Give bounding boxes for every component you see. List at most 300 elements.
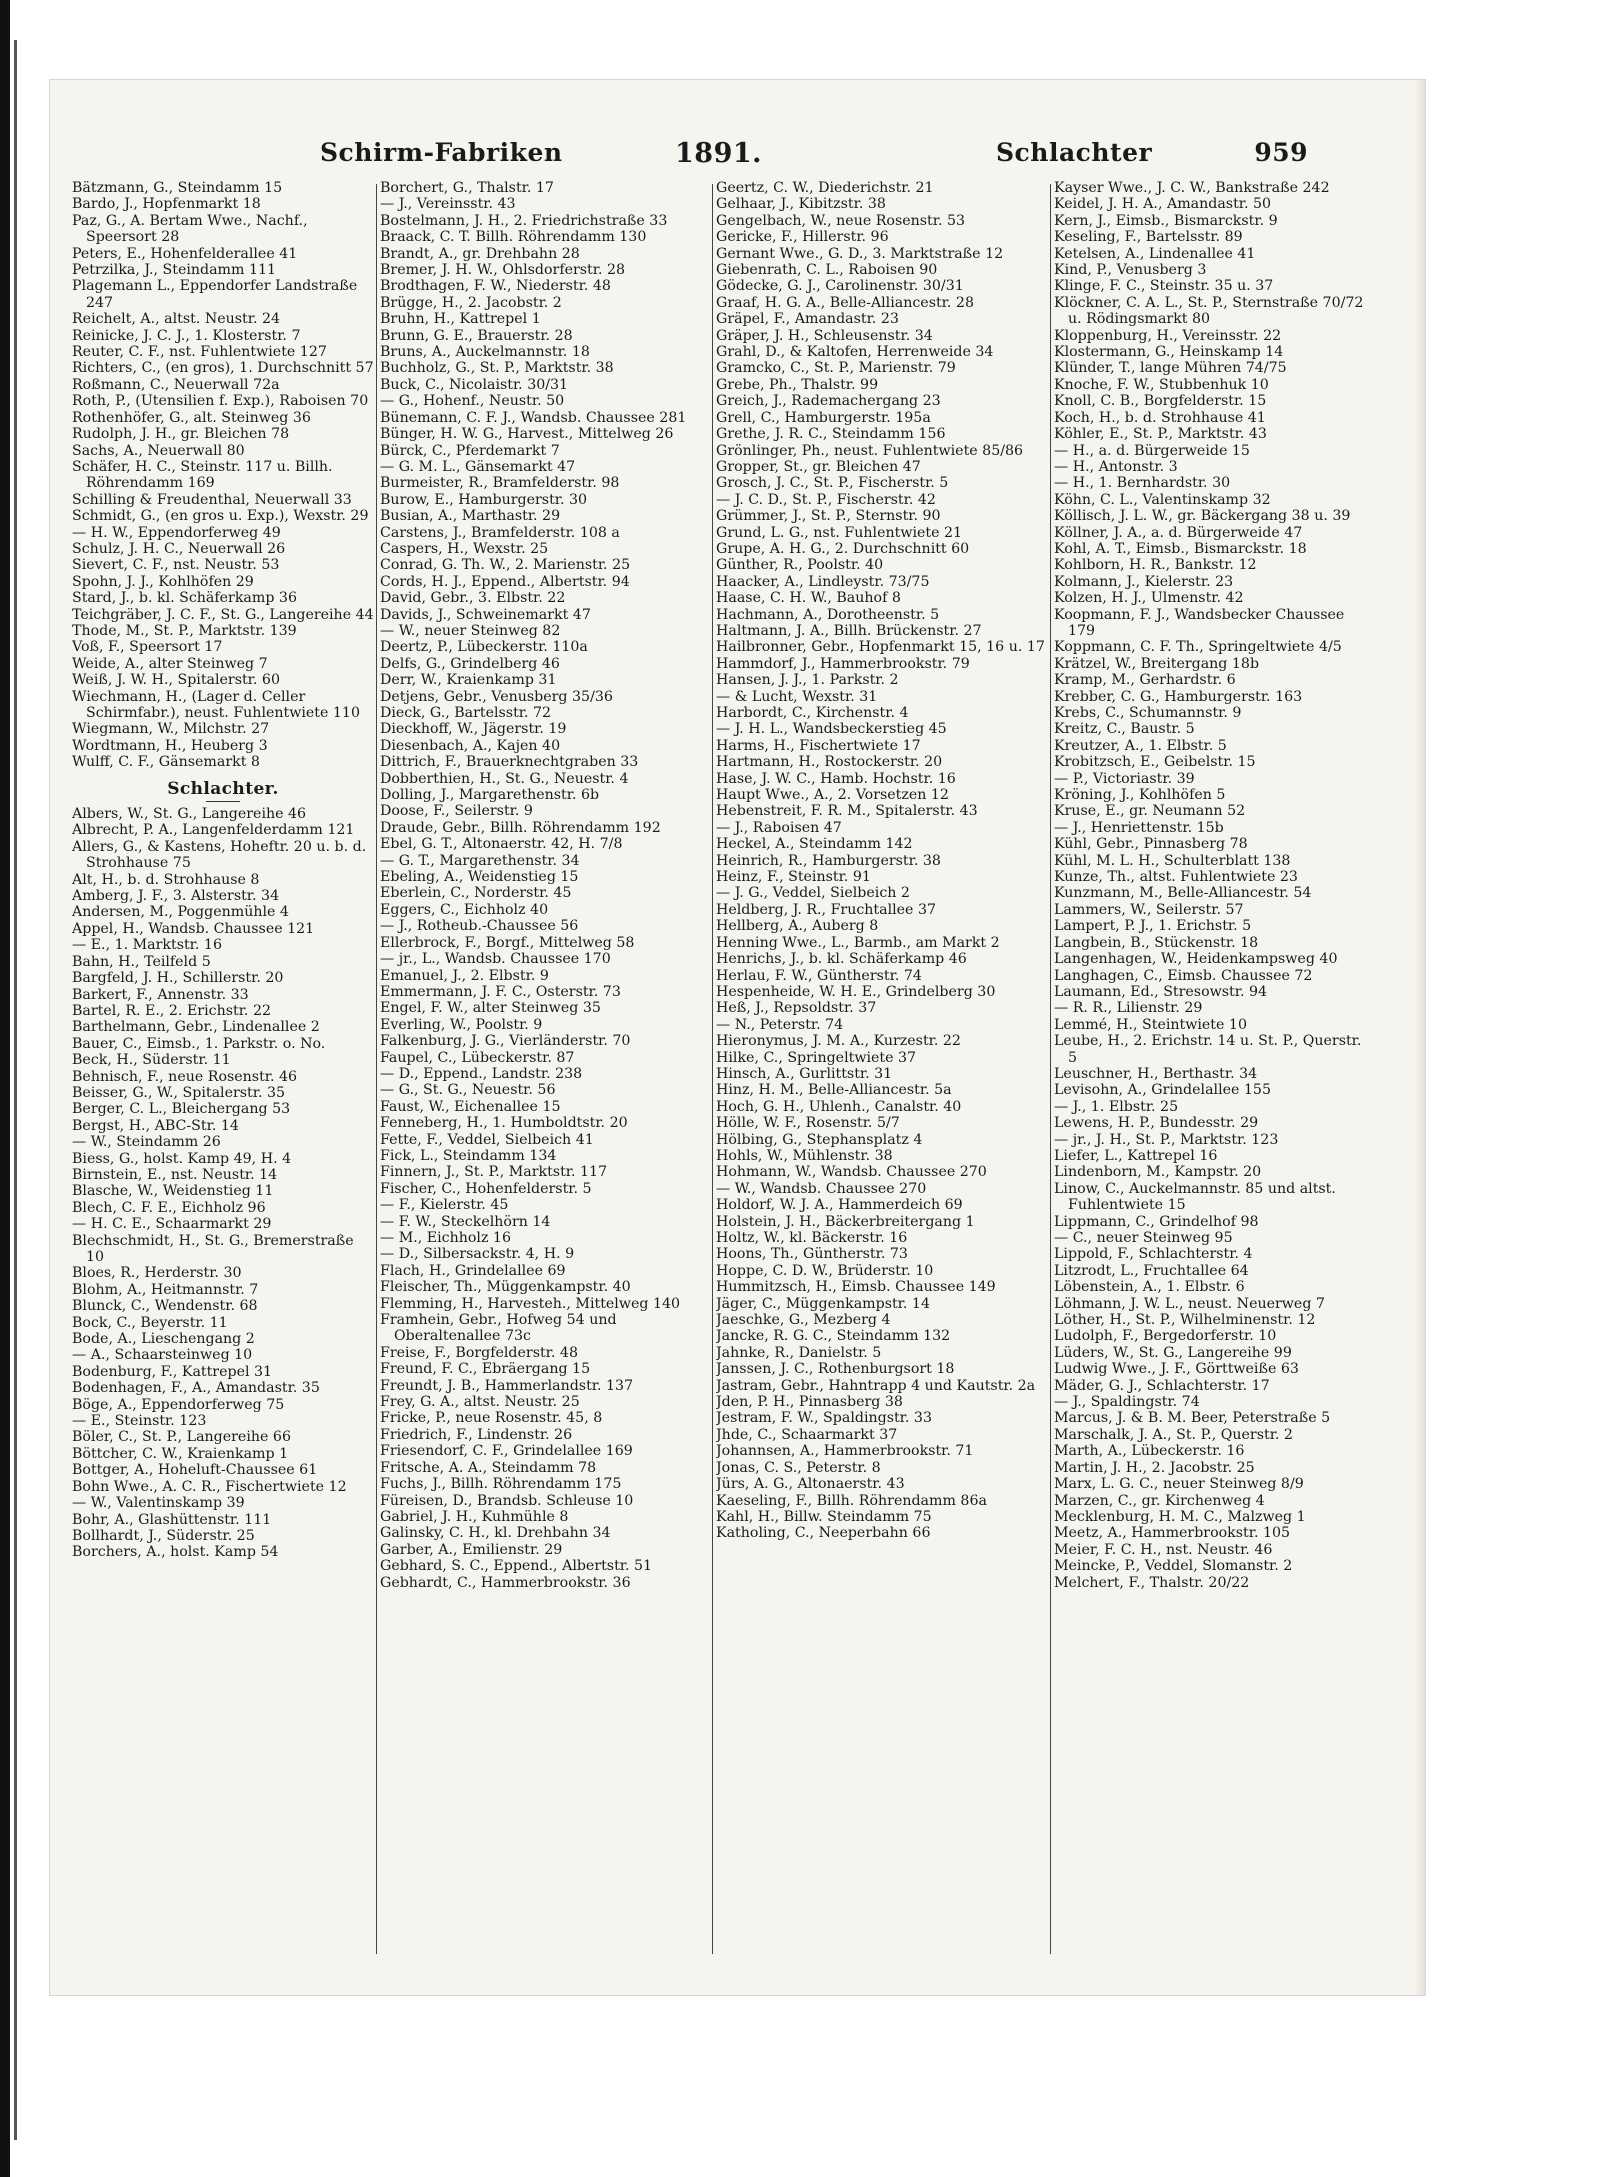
directory-entry: Weide, A., alter Steinweg 7 — [72, 655, 268, 672]
directory-entry: Blechschmidt, H., St. G., Bremerstraße 10 — [72, 1232, 354, 1265]
directory-entry: Fischer, C., Hohenfelderstr. 5 — [380, 1180, 592, 1197]
directory-entry: Diesenbach, A., Kajen 40 — [380, 737, 561, 754]
directory-entry: Blohm, A., Heitmannstr. 7 — [72, 1281, 259, 1298]
directory-entry: Rothenhöfer, G., alt. Steinweg 36 — [72, 409, 311, 426]
directory-entry: Ellerbrock, F., Borgf., Mittelweg 58 — [380, 934, 635, 951]
directory-entry: Emanuel, J., 2. Elbstr. 9 — [380, 967, 549, 984]
directory-entry: Roth, P., (Utensilien f. Exp.), Raboisen 70 — [72, 393, 369, 410]
header-year: 1891. — [675, 138, 763, 169]
directory-entry: — jr., J. H., St. P., Marktstr. 123 — [1054, 1131, 1279, 1148]
directory-entry: Holdorf, W. J. A., Hammerdeich 69 — [716, 1197, 963, 1214]
directory-entry: Krobitzsch, E., Geibelstr. 15 — [1054, 754, 1256, 771]
directory-entry: Lewens, H. P., Bundesstr. 29 — [1054, 1115, 1259, 1132]
directory-entry: Reinicke, J. C. J., 1. Klosterstr. 7 — [72, 327, 301, 344]
directory-entry: Lemmé, H., Steintwiete 10 — [1054, 1016, 1247, 1033]
directory-entry: Klinge, F. C., Steinstr. 35 u. 37 — [1054, 278, 1274, 295]
directory-entry: Böttcher, C. W., Kraienkamp 1 — [72, 1445, 289, 1462]
directory-entry: Knoll, C. B., Borgfelderstr. 15 — [1054, 393, 1267, 410]
directory-entry: Kreutzer, A., 1. Elbstr. 5 — [1054, 737, 1227, 754]
directory-entry: Everling, W., Poolstr. 9 — [380, 1016, 543, 1033]
directory-entry: Haase, C. H. W., Bauhof 8 — [716, 590, 901, 607]
directory-entry: Bohn Wwe., A. C. R., Fischertwiete 12 — [72, 1478, 347, 1495]
directory-entry: Grönlinger, Ph., neust. Fuhlentwiete 85/86 — [716, 442, 1024, 459]
directory-entry: — H., 1. Bernhardstr. 30 — [1054, 475, 1231, 492]
directory-entry: Ebeling, A., Weidenstieg 15 — [380, 869, 579, 886]
directory-entry: Hachmann, A., Dorotheenstr. 5 — [716, 606, 940, 623]
directory-entry: Bartel, R. E., 2. Erichstr. 22 — [72, 1002, 271, 1019]
directory-entry: Behnisch, F., neue Rosenstr. 46 — [72, 1068, 298, 1085]
section-heading-schlachter: Schlachter. — [167, 778, 279, 799]
directory-entry: Paz, G., A. Bertam Wwe., Nachf., Speersort 28 — [72, 212, 308, 246]
directory-entry: Haacker, A., Lindleystr. 73/75 — [716, 573, 930, 590]
directory-entry: Köllisch, J. L. W., gr. Bäckergang 38 u. 39 — [1054, 508, 1351, 525]
directory-entry: Klostermann, G., Heinskamp 14 — [1054, 344, 1284, 361]
directory-entry: Kühl, Gebr., Pinnasberg 78 — [1054, 836, 1248, 853]
directory-entry: Beck, H., Süderstr. 11 — [72, 1052, 231, 1069]
column-2-list — [380, 180, 710, 1591]
directory-entry: Kruse, E., gr. Neumann 52 — [1054, 803, 1246, 820]
directory-entry: — G. T., Margarethenstr. 34 — [380, 852, 580, 869]
directory-entry: Engel, F. W., alter Steinweg 35 — [380, 1000, 601, 1017]
directory-entry: Herlau, F. W., Güntherstr. 74 — [716, 967, 922, 984]
directory-entry: Bürck, C., Pferdemarkt 7 — [380, 442, 560, 459]
directory-entry: — G., St. G., Neuestr. 56 — [380, 1082, 556, 1099]
directory-entry: — W., Valentinskamp 39 — [72, 1495, 245, 1512]
directory-entry: Teichgräber, J. C. F., St. G., Langereihe 44 — [72, 606, 374, 623]
directory-entry: Detjens, Gebr., Venusberg 35/36 — [380, 688, 613, 705]
directory-entry: Appel, H., Wandsb. Chaussee 121 — [72, 920, 315, 937]
directory-entry: Dobberthien, H., St. G., Neuestr. 4 — [380, 770, 629, 787]
directory-entry: Holtz, W., kl. Bäckerstr. 16 — [716, 1230, 908, 1246]
scan-edge — [0, 0, 10, 2177]
directory-entry: Blunck, C., Wendenstr. 68 — [72, 1298, 258, 1315]
directory-entry: Wordtmann, H., Heuberg 3 — [72, 737, 268, 754]
directory-entry: Delfs, G., Grindelberg 46 — [380, 655, 560, 672]
directory-entry: Mäder, G. J., Schlachterstr. 17 — [1054, 1377, 1270, 1394]
directory-entry: Grahl, D., & Kaltofen, Herrenweide 34 — [716, 344, 994, 361]
directory-entry: Langhagen, C., Eimsb. Chaussee 72 — [1054, 967, 1313, 984]
directory-entry: Brandt, A., gr. Drehbahn 28 — [380, 245, 580, 262]
directory-entry: Andersen, M., Poggenmühle 4 — [72, 904, 289, 921]
directory-entry: Böler, C., St. P., Langereihe 66 — [72, 1429, 291, 1446]
directory-entry: Petrzilka, J., Steindamm 111 — [72, 262, 277, 279]
directory-entry: Jancke, R. G. C., Steindamm 132 — [716, 1328, 951, 1345]
directory-entry: — J., Rotheub.-Chaussee 56 — [380, 918, 579, 935]
directory-entry: Burmeister, R., Bramfelderstr. 98 — [380, 475, 620, 492]
directory-entry: Hase, J. W. C., Hamb. Hochstr. 16 — [716, 770, 956, 787]
directory-entry: Hilke, C., Springeltwiete 37 — [716, 1049, 917, 1066]
directory-entry: Bauer, C., Eimsb., 1. Parkstr. o. No. — [72, 1035, 326, 1052]
directory-entry: Köhler, E., St. P., Marktstr. 43 — [1054, 426, 1267, 443]
directory-entry: Koopmann, F. J., Wandsbecker Chaussee 179 — [1054, 606, 1345, 639]
directory-entry: Bätzmann, G., Steindamm 15 — [72, 180, 283, 196]
directory-entry: Köllner, J. A., a. d. Bürgerweide 47 — [1054, 524, 1303, 541]
directory-entry: Kröning, J., Kohlhöfen 5 — [1054, 787, 1226, 804]
directory-entry: Löhmann, J. W. L., neust. Neuerweg 7 — [1054, 1295, 1325, 1312]
directory-entry: Katholing, C., Neeperbahn 66 — [716, 1525, 931, 1542]
directory-entry: Bode, A., Lieschengang 2 — [72, 1331, 255, 1348]
directory-entry: Gebhardt, C., Hammerbrookstr. 36 — [380, 1574, 631, 1591]
directory-entry: Litzrodt, L., Fruchtallee 64 — [1054, 1262, 1249, 1279]
directory-entry: Bruns, A., Auckelmannstr. 18 — [380, 344, 590, 361]
scan-edge-line — [14, 40, 17, 2140]
directory-entry: Kahl, H., Billw. Steindamm 75 — [716, 1508, 932, 1525]
directory-entry: Lippmann, C., Grindelhof 98 — [1054, 1213, 1259, 1230]
directory-entry: Borchers, A., holst. Kamp 54 — [72, 1544, 279, 1561]
directory-entry: Bostelmann, J. H., 2. Friedrichstraße 33 — [380, 212, 668, 229]
directory-entry: — J., Henriettenstr. 15b — [1054, 819, 1224, 836]
directory-entry: Mecklenburg, H. M. C., Malzweg 1 — [1054, 1508, 1306, 1525]
directory-entry: Bollhardt, J., Süderstr. 25 — [72, 1527, 255, 1544]
directory-entry: Sachs, A., Neuerwall 80 — [72, 442, 245, 459]
directory-entry: Bohr, A., Glashüttenstr. 111 — [72, 1511, 272, 1528]
directory-entry: Heinrich, R., Hamburgerstr. 38 — [716, 852, 941, 869]
directory-entry: — C., neuer Steinweg 95 — [1054, 1230, 1233, 1246]
directory-entry: Krebber, C. G., Hamburgerstr. 163 — [1054, 688, 1303, 705]
directory-entry: Johannsen, A., Hammerbrookstr. 71 — [716, 1443, 974, 1460]
directory-entry: Giebenrath, C. L., Raboisen 90 — [716, 262, 938, 279]
directory-entry: Barthelmann, Gebr., Lindenallee 2 — [72, 1019, 320, 1036]
directory-entry: Keidel, J. H. A., Amandastr. 50 — [1054, 196, 1272, 213]
directory-entry: Leuschner, H., Berthastr. 34 — [1054, 1065, 1258, 1082]
directory-entry: Kunze, Th., altst. Fuhlentwiete 23 — [1054, 869, 1298, 886]
directory-entry: Friesendorf, C. F., Grindelallee 169 — [380, 1443, 633, 1460]
directory-entry: Draude, Gebr., Billh. Röhrendamm 192 — [380, 819, 661, 836]
directory-entry: — D., Silbersackstr. 4, H. 9 — [380, 1246, 575, 1263]
page-header — [62, 138, 1413, 176]
directory-entry: Birnstein, E., nst. Neustr. 14 — [72, 1166, 278, 1183]
directory-entry: Framhein, Gebr., Hofweg 54 und Oberaltenallee 73c — [380, 1312, 617, 1345]
directory-entry: Bergst, H., ABC-Str. 14 — [72, 1117, 239, 1134]
directory-entry: Emmermann, J. F. C., Osterstr. 73 — [380, 983, 621, 1000]
document-page — [50, 80, 1425, 1995]
directory-entry: Gericke, F., Hillerstr. 96 — [716, 229, 889, 246]
directory-entry: Burow, E., Hamburgerstr. 30 — [380, 491, 588, 508]
directory-entry: Dieck, G., Bartelsstr. 72 — [380, 705, 552, 721]
directory-entry: Linow, C., Auckelmannstr. 85 und altst. Fuhlentwiete 15 — [1054, 1180, 1336, 1214]
column-4-list — [1054, 180, 1372, 1591]
column-2 — [380, 180, 710, 1970]
directory-entry: Kind, P., Venusberg 3 — [1054, 262, 1207, 279]
directory-entry: Gelhaar, J., Kibitzstr. 38 — [716, 196, 886, 213]
directory-entry: Hellberg, A., Auberg 8 — [716, 918, 879, 935]
directory-entry: Grebe, Ph., Thalstr. 99 — [716, 376, 879, 393]
directory-entry: Flemming, H., Harvesteh., Mittelweg 140 — [380, 1295, 681, 1312]
directory-entry: Freundt, J. B., Hammerlandstr. 137 — [380, 1377, 634, 1394]
directory-entry: Freise, F., Borgfelderstr. 48 — [380, 1344, 578, 1361]
directory-entry: Kern, J., Eimsb., Bismarckstr. 9 — [1054, 212, 1278, 229]
directory-columns — [72, 180, 1372, 1970]
directory-entry: — J., Raboisen 47 — [716, 819, 842, 836]
directory-entry: Gräper, J. H., Schleusenstr. 34 — [716, 327, 933, 344]
page-fold — [1415, 80, 1425, 1995]
directory-entry: — E., Steinstr. 123 — [72, 1413, 207, 1430]
directory-entry: Lammers, W., Seilerstr. 57 — [1054, 901, 1244, 918]
header-left-title: Schirm-Fabriken — [320, 138, 563, 167]
directory-entry: Kayser Wwe., J. C. W., Bankstraße 242 — [1054, 180, 1330, 196]
directory-entry: Richters, C., (en gros), 1. Durchschnitt 57 — [72, 360, 374, 377]
directory-entry: Fricke, P., neue Rosenstr. 45, 8 — [380, 1410, 603, 1427]
directory-entry: — J., Spaldingstr. 74 — [1054, 1394, 1200, 1411]
directory-entry: Grosch, J. C., St. P., Fischerstr. 5 — [716, 475, 949, 492]
directory-entry: Hailbronner, Gebr., Hopfenmarkt 15, 16 u. 17 — [716, 639, 1045, 656]
directory-entry: Hartmann, H., Rostockerstr. 20 — [716, 754, 943, 771]
directory-entry: Fleischer, Th., Müggenkampstr. 40 — [380, 1279, 631, 1296]
directory-entry: Eggers, C., Eichholz 40 — [380, 901, 549, 918]
directory-entry: — J. C. D., St. P., Fischerstr. 42 — [716, 491, 936, 508]
directory-entry: Allers, G., & Kastens, Hoheftr. 20 u. b. d. Strohhause 75 — [72, 838, 367, 872]
directory-entry: Kloppenburg, H., Vereinsstr. 22 — [1054, 327, 1282, 344]
directory-entry: Bargfeld, J. H., Schillerstr. 20 — [72, 970, 284, 987]
directory-entry: — G., Hohenf., Neustr. 50 — [380, 393, 565, 410]
directory-entry: Kolzen, H. J., Ulmenstr. 42 — [1054, 590, 1244, 607]
directory-entry: Grund, L. G., nst. Fuhlentwiete 21 — [716, 524, 963, 541]
column-1-top-list — [72, 180, 374, 771]
directory-entry: Fick, L., Steindamm 134 — [380, 1147, 557, 1164]
directory-entry: Frey, G. A., altst. Neustr. 25 — [380, 1394, 580, 1411]
directory-entry: Bodenburg, F., Kattrepel 31 — [72, 1363, 273, 1380]
directory-entry: Brügge, H., 2. Jacobstr. 2 — [380, 294, 562, 311]
directory-entry: — J. H. L., Wandsbeckerstieg 45 — [716, 721, 947, 738]
directory-entry: Faust, W., Eichenallee 15 — [380, 1098, 561, 1115]
directory-entry: Roßmann, C., Neuerwall 72a — [72, 376, 280, 393]
directory-entry: Buchholz, G., St. P., Marktstr. 38 — [380, 360, 614, 377]
directory-entry: Henrichs, J., b. kl. Schäferkamp 46 — [716, 951, 967, 968]
directory-entry: Schäfer, H. C., Steinstr. 117 u. Billh. Röhrendamm 169 — [72, 458, 333, 492]
directory-entry: Marth, A., Lübeckerstr. 16 — [1054, 1443, 1245, 1460]
directory-entry: Carstens, J., Bramfelderstr. 108 a — [380, 524, 620, 541]
directory-entry: Caspers, H., Wexstr. 25 — [380, 540, 549, 557]
directory-entry: — A., Schaarsteinweg 10 — [72, 1347, 253, 1364]
directory-entry: Bruhn, H., Kattrepel 1 — [380, 311, 541, 328]
directory-entry: Laumann, Ed., Stresowstr. 94 — [1054, 983, 1268, 1000]
directory-entry: — G. M. L., Gänsemarkt 47 — [380, 458, 576, 475]
directory-entry: Schulz, J. H. C., Neuerwall 26 — [72, 540, 286, 557]
directory-entry: — J., Vereinsstr. 43 — [380, 196, 516, 213]
directory-entry: Plagemann L., Eppendorfer Landstraße 247 — [72, 278, 358, 311]
column-3 — [716, 180, 1048, 1970]
directory-entry: Dittrich, F., Brauerknechtgraben 33 — [380, 754, 639, 771]
directory-entry: Braack, C. T. Billh. Röhrendamm 130 — [380, 229, 647, 246]
directory-entry: Hansen, J. J., 1. Parkstr. 2 — [716, 672, 899, 689]
directory-entry: Löther, H., St. P., Wilhelminenstr. 12 — [1054, 1312, 1316, 1329]
directory-entry: Kohl, A. T., Eimsb., Bismarckstr. 18 — [1054, 540, 1307, 557]
section-heading-rule — [206, 801, 240, 802]
directory-entry: Greich, J., Rademachergang 23 — [716, 393, 941, 410]
directory-entry: — F. W., Steckelhörn 14 — [380, 1213, 551, 1230]
column-divider — [376, 184, 377, 1954]
directory-entry: Koppmann, C. F. Th., Springeltwiete 4/5 — [1054, 639, 1342, 656]
directory-entry: Amberg, J. F., 3. Alsterstr. 34 — [72, 888, 280, 905]
directory-entry: Jaeschke, G., Mezberg 4 — [716, 1312, 891, 1329]
directory-entry: Kreitz, C., Baustr. 5 — [1054, 721, 1195, 738]
directory-entry: Berger, C. L., Bleichergang 53 — [72, 1101, 291, 1118]
directory-entry: Meier, F. C. H., nst. Neustr. 46 — [1054, 1541, 1273, 1558]
directory-entry: Marcus, J. & B. M. Beer, Peterstraße 5 — [1054, 1410, 1331, 1427]
directory-entry: Jonas, C. S., Peterstr. 8 — [716, 1459, 881, 1476]
directory-entry: Conrad, G. Th. W., 2. Marienstr. 25 — [380, 557, 631, 574]
column-1 — [72, 180, 374, 1970]
directory-entry: Falkenburg, J. G., Vierländerstr. 70 — [380, 1033, 631, 1050]
directory-entry: Deertz, P., Lübeckerstr. 110a — [380, 639, 588, 656]
directory-entry: Kohlborn, H. R., Bankstr. 12 — [1054, 557, 1257, 574]
directory-entry: Fritsche, A. A., Steindamm 78 — [380, 1459, 597, 1476]
directory-entry: Levisohn, A., Grindelallee 155 — [1054, 1082, 1271, 1099]
directory-entry: — J. G., Veddel, Sielbeich 2 — [716, 885, 910, 902]
directory-entry: — R. R., Lilienstr. 29 — [1054, 1000, 1203, 1017]
directory-entry: Hölle, W. F., Rosenstr. 5/7 — [716, 1115, 900, 1132]
directory-entry: Wulff, C. F., Gänsemarkt 8 — [72, 754, 260, 771]
directory-entry: Hohls, W., Mühlenstr. 38 — [716, 1147, 893, 1164]
directory-entry: Hinsch, A., Gurlittstr. 31 — [716, 1065, 893, 1082]
directory-entry: — F., Kielerstr. 45 — [380, 1197, 509, 1214]
directory-entry: Liefer, L., Kattrepel 16 — [1054, 1147, 1218, 1164]
directory-entry: Voß, F., Speersort 17 — [72, 639, 223, 656]
directory-entry: Schmidt, G., (en gros u. Exp.), Wexstr. 29 — [72, 508, 369, 525]
directory-entry: Holstein, J. H., Bäckerbreitergang 1 — [716, 1213, 975, 1230]
directory-entry: Brodthagen, F. W., Niederstr. 48 — [380, 278, 611, 295]
directory-entry: Finnern, J., St. P., Marktstr. 117 — [380, 1164, 608, 1181]
directory-entry: Reichelt, A., altst. Neustr. 24 — [72, 311, 281, 328]
directory-entry: Günther, R., Poolstr. 40 — [716, 557, 884, 574]
directory-entry: Kolmann, J., Kielerstr. 23 — [1054, 573, 1234, 590]
directory-entry: — H., Antonstr. 3 — [1054, 458, 1178, 475]
directory-entry: — J., 1. Elbstr. 25 — [1054, 1098, 1179, 1115]
column-divider — [1050, 184, 1051, 1954]
directory-entry: Jürs, A. G., Altonaerstr. 43 — [716, 1476, 905, 1493]
directory-entry: Gödecke, G. J., Carolinenstr. 30/31 — [716, 278, 964, 295]
directory-entry: — E., 1. Marktstr. 16 — [72, 937, 222, 954]
directory-entry: Bodenhagen, F., A., Amandastr. 35 — [72, 1380, 320, 1397]
directory-entry: Meetz, A., Hammerbrookstr. 105 — [1054, 1525, 1291, 1542]
directory-entry: Doose, F., Seilerstr. 9 — [380, 803, 533, 820]
directory-entry: Busian, A., Marthastr. 29 — [380, 508, 561, 525]
directory-entry: Geertz, C. W., Diederichstr. 21 — [716, 180, 934, 196]
page-number: 959 — [1254, 138, 1308, 167]
directory-entry: Dieckhoff, W., Jägerstr. 19 — [380, 721, 567, 738]
directory-entry: Alt, H., b. d. Strohhause 8 — [72, 871, 260, 888]
directory-entry: Hebenstreit, F. R. M., Spitalerstr. 43 — [716, 803, 978, 820]
column-4 — [1054, 180, 1372, 1970]
directory-entry: Blech, C. F. E., Eichholz 96 — [72, 1199, 266, 1216]
directory-entry: Eberlein, C., Norderstr. 45 — [380, 885, 572, 902]
directory-entry: Lüders, W., St. G., Langereihe 99 — [1054, 1344, 1292, 1361]
directory-entry: Lindenborn, M., Kampstr. 20 — [1054, 1164, 1262, 1181]
directory-entry: Galinsky, C. H., kl. Drehbahn 34 — [380, 1525, 611, 1542]
directory-entry: Peters, E., Hohenfelderallee 41 — [72, 245, 298, 262]
directory-entry: — H., a. d. Bürgerweide 15 — [1054, 442, 1250, 459]
directory-entry: Jahnke, R., Danielstr. 5 — [716, 1344, 882, 1361]
directory-entry: Marzen, C., gr. Kirchenweg 4 — [1054, 1492, 1265, 1509]
directory-entry: Keseling, F., Bartelsstr. 89 — [1054, 229, 1243, 246]
header-right-title: Schlachter — [996, 138, 1153, 167]
directory-entry: Heckel, A., Steindamm 142 — [716, 836, 913, 853]
directory-entry: — D., Eppend., Landstr. 238 — [380, 1065, 583, 1082]
directory-entry: Schilling & Freudenthal, Neuerwall 33 — [72, 491, 352, 508]
directory-entry: Meincke, P., Veddel, Slomanstr. 2 — [1054, 1558, 1293, 1575]
directory-entry: Lippold, F., Schlachterstr. 4 — [1054, 1246, 1253, 1263]
directory-entry: Marx, L. G. C., neuer Steinweg 8/9 — [1054, 1476, 1304, 1493]
directory-entry: — H. W., Eppendorferweg 49 — [72, 524, 281, 541]
directory-entry: Gengelbach, W., neue Rosenstr. 53 — [716, 212, 966, 229]
directory-entry: Knoche, F. W., Stubbenhuk 10 — [1054, 376, 1269, 393]
directory-entry: Jastram, Gebr., Hahntrapp 4 und Kautstr. 2a — [716, 1377, 1036, 1394]
directory-entry: Langenhagen, W., Heidenkampsweg 40 — [1054, 951, 1338, 968]
directory-entry: Reuter, C. F., nst. Fuhlentwiete 127 — [72, 344, 327, 361]
directory-entry: Rudolph, J. H., gr. Bleichen 78 — [72, 426, 290, 443]
directory-entry: Gropper, St., gr. Bleichen 47 — [716, 458, 921, 475]
directory-entry: Heldberg, J. R., Fruchtallee 37 — [716, 901, 937, 918]
directory-entry: Beisser, G., W., Spitalerstr. 35 — [72, 1084, 286, 1101]
directory-entry: Bahn, H., Teilfeld 5 — [72, 953, 211, 970]
directory-entry: Heß, J., Repsoldstr. 37 — [716, 1000, 877, 1017]
directory-entry: David, Gebr., 3. Elbstr. 22 — [380, 590, 566, 607]
directory-entry: — P., Victoriastr. 39 — [1054, 770, 1195, 787]
directory-entry: Gräpel, F., Amandastr. 23 — [716, 311, 899, 328]
directory-entry: Kunzmann, M., Belle-Alliancestr. 54 — [1054, 885, 1312, 902]
column-divider — [712, 184, 713, 1954]
directory-entry: Cords, H. J., Eppend., Albertstr. 94 — [380, 573, 630, 590]
directory-entry: Spohn, J. J., Kohlhöfen 29 — [72, 573, 254, 590]
directory-entry: Hummitzsch, H., Eimsb. Chaussee 149 — [716, 1279, 996, 1296]
directory-entry: Wiegmann, W., Milchstr. 27 — [72, 721, 270, 738]
directory-entry: Bottger, A., Hoheluft-Chaussee 61 — [72, 1462, 318, 1479]
directory-entry: Löbenstein, A., 1. Elbstr. 6 — [1054, 1279, 1245, 1296]
directory-entry: Haupt Wwe., A., 2. Vorsetzen 12 — [716, 787, 949, 804]
column-3-list — [716, 180, 1048, 1542]
directory-entry: — & Lucht, Wexstr. 31 — [716, 688, 878, 705]
directory-entry: Heinz, F., Steinstr. 91 — [716, 869, 871, 886]
directory-entry: Derr, W., Kraienkamp 31 — [380, 672, 557, 689]
directory-entry: Jäger, C., Müggenkampstr. 14 — [716, 1295, 930, 1312]
directory-entry: Graaf, H. G. A., Belle-Alliancestr. 28 — [716, 294, 974, 311]
directory-entry: Blasche, W., Weidenstieg 11 — [72, 1183, 274, 1200]
directory-entry: Bardo, J., Hopfenmarkt 18 — [72, 196, 261, 213]
directory-entry: Sievert, C. F., nst. Neustr. 53 — [72, 557, 280, 574]
directory-entry: Gramcko, C., St. P., Marienstr. 79 — [716, 360, 956, 377]
directory-entry: Grell, C., Hamburgerstr. 195a — [716, 409, 931, 426]
directory-entry: Davids, J., Schweinemarkt 47 — [380, 606, 591, 623]
directory-entry: Buck, C., Nicolaistr. 30/31 — [380, 376, 569, 393]
directory-entry: Albers, W., St. G., Langereihe 46 — [72, 806, 307, 823]
directory-entry: Marschalk, J. A., St. P., Querstr. 2 — [1054, 1426, 1293, 1443]
directory-entry: Borchert, G., Thalstr. 17 — [380, 180, 554, 196]
directory-entry: Klöckner, C. A. L., St. P., Sternstraße 70/72 u. Rödingsmarkt 80 — [1054, 294, 1364, 328]
directory-entry: Köhn, C. L., Valentinskamp 32 — [1054, 491, 1271, 508]
directory-entry: Haltmann, J. A., Billh. Brückenstr. 27 — [716, 622, 982, 639]
directory-entry: Lampert, P. J., 1. Erichstr. 5 — [1054, 918, 1252, 935]
directory-entry: Weiß, J. W. H., Spitalerstr. 60 — [72, 672, 280, 689]
directory-entry: Hölbing, G., Stephansplatz 4 — [716, 1131, 923, 1148]
directory-entry: Stard, J., b. kl. Schäferkamp 36 — [72, 590, 297, 607]
directory-entry: Kühl, M. L. H., Schulterblatt 138 — [1054, 852, 1291, 869]
column-1-bottom-list — [72, 806, 374, 1561]
directory-entry: Hoons, Th., Güntherstr. 73 — [716, 1246, 908, 1263]
directory-entry: Leube, H., 2. Erichstr. 14 u. St. P., Querstr. 5 — [1054, 1033, 1362, 1066]
directory-entry: Grethe, J. R. C., Steindamm 156 — [716, 426, 946, 443]
directory-entry: — W., Steindamm 26 — [72, 1134, 221, 1151]
directory-entry: — N., Peterstr. 74 — [716, 1016, 844, 1033]
directory-entry: — W., Wandsb. Chaussee 270 — [716, 1180, 927, 1197]
directory-entry: Hohmann, W., Wandsb. Chaussee 270 — [716, 1164, 987, 1181]
directory-entry: Jhde, C., Schaarmarkt 37 — [716, 1426, 898, 1443]
directory-entry: Grupe, A. H. G., 2. Durchschnitt 60 — [716, 540, 970, 557]
directory-entry: Garber, A., Emilienstr. 29 — [380, 1541, 563, 1558]
directory-entry: Henning Wwe., L., Barmb., am Markt 2 — [716, 934, 1000, 951]
directory-entry: Wiechmann, H., (Lager d. Celler Schirmfabr.), neust. Fuhlentwiete 110 — [72, 688, 360, 721]
directory-entry: Melchert, F., Thalstr. 20/22 — [1054, 1574, 1250, 1591]
directory-entry: Ebel, G. T., Altonaerstr. 42, H. 7/8 — [380, 836, 623, 853]
